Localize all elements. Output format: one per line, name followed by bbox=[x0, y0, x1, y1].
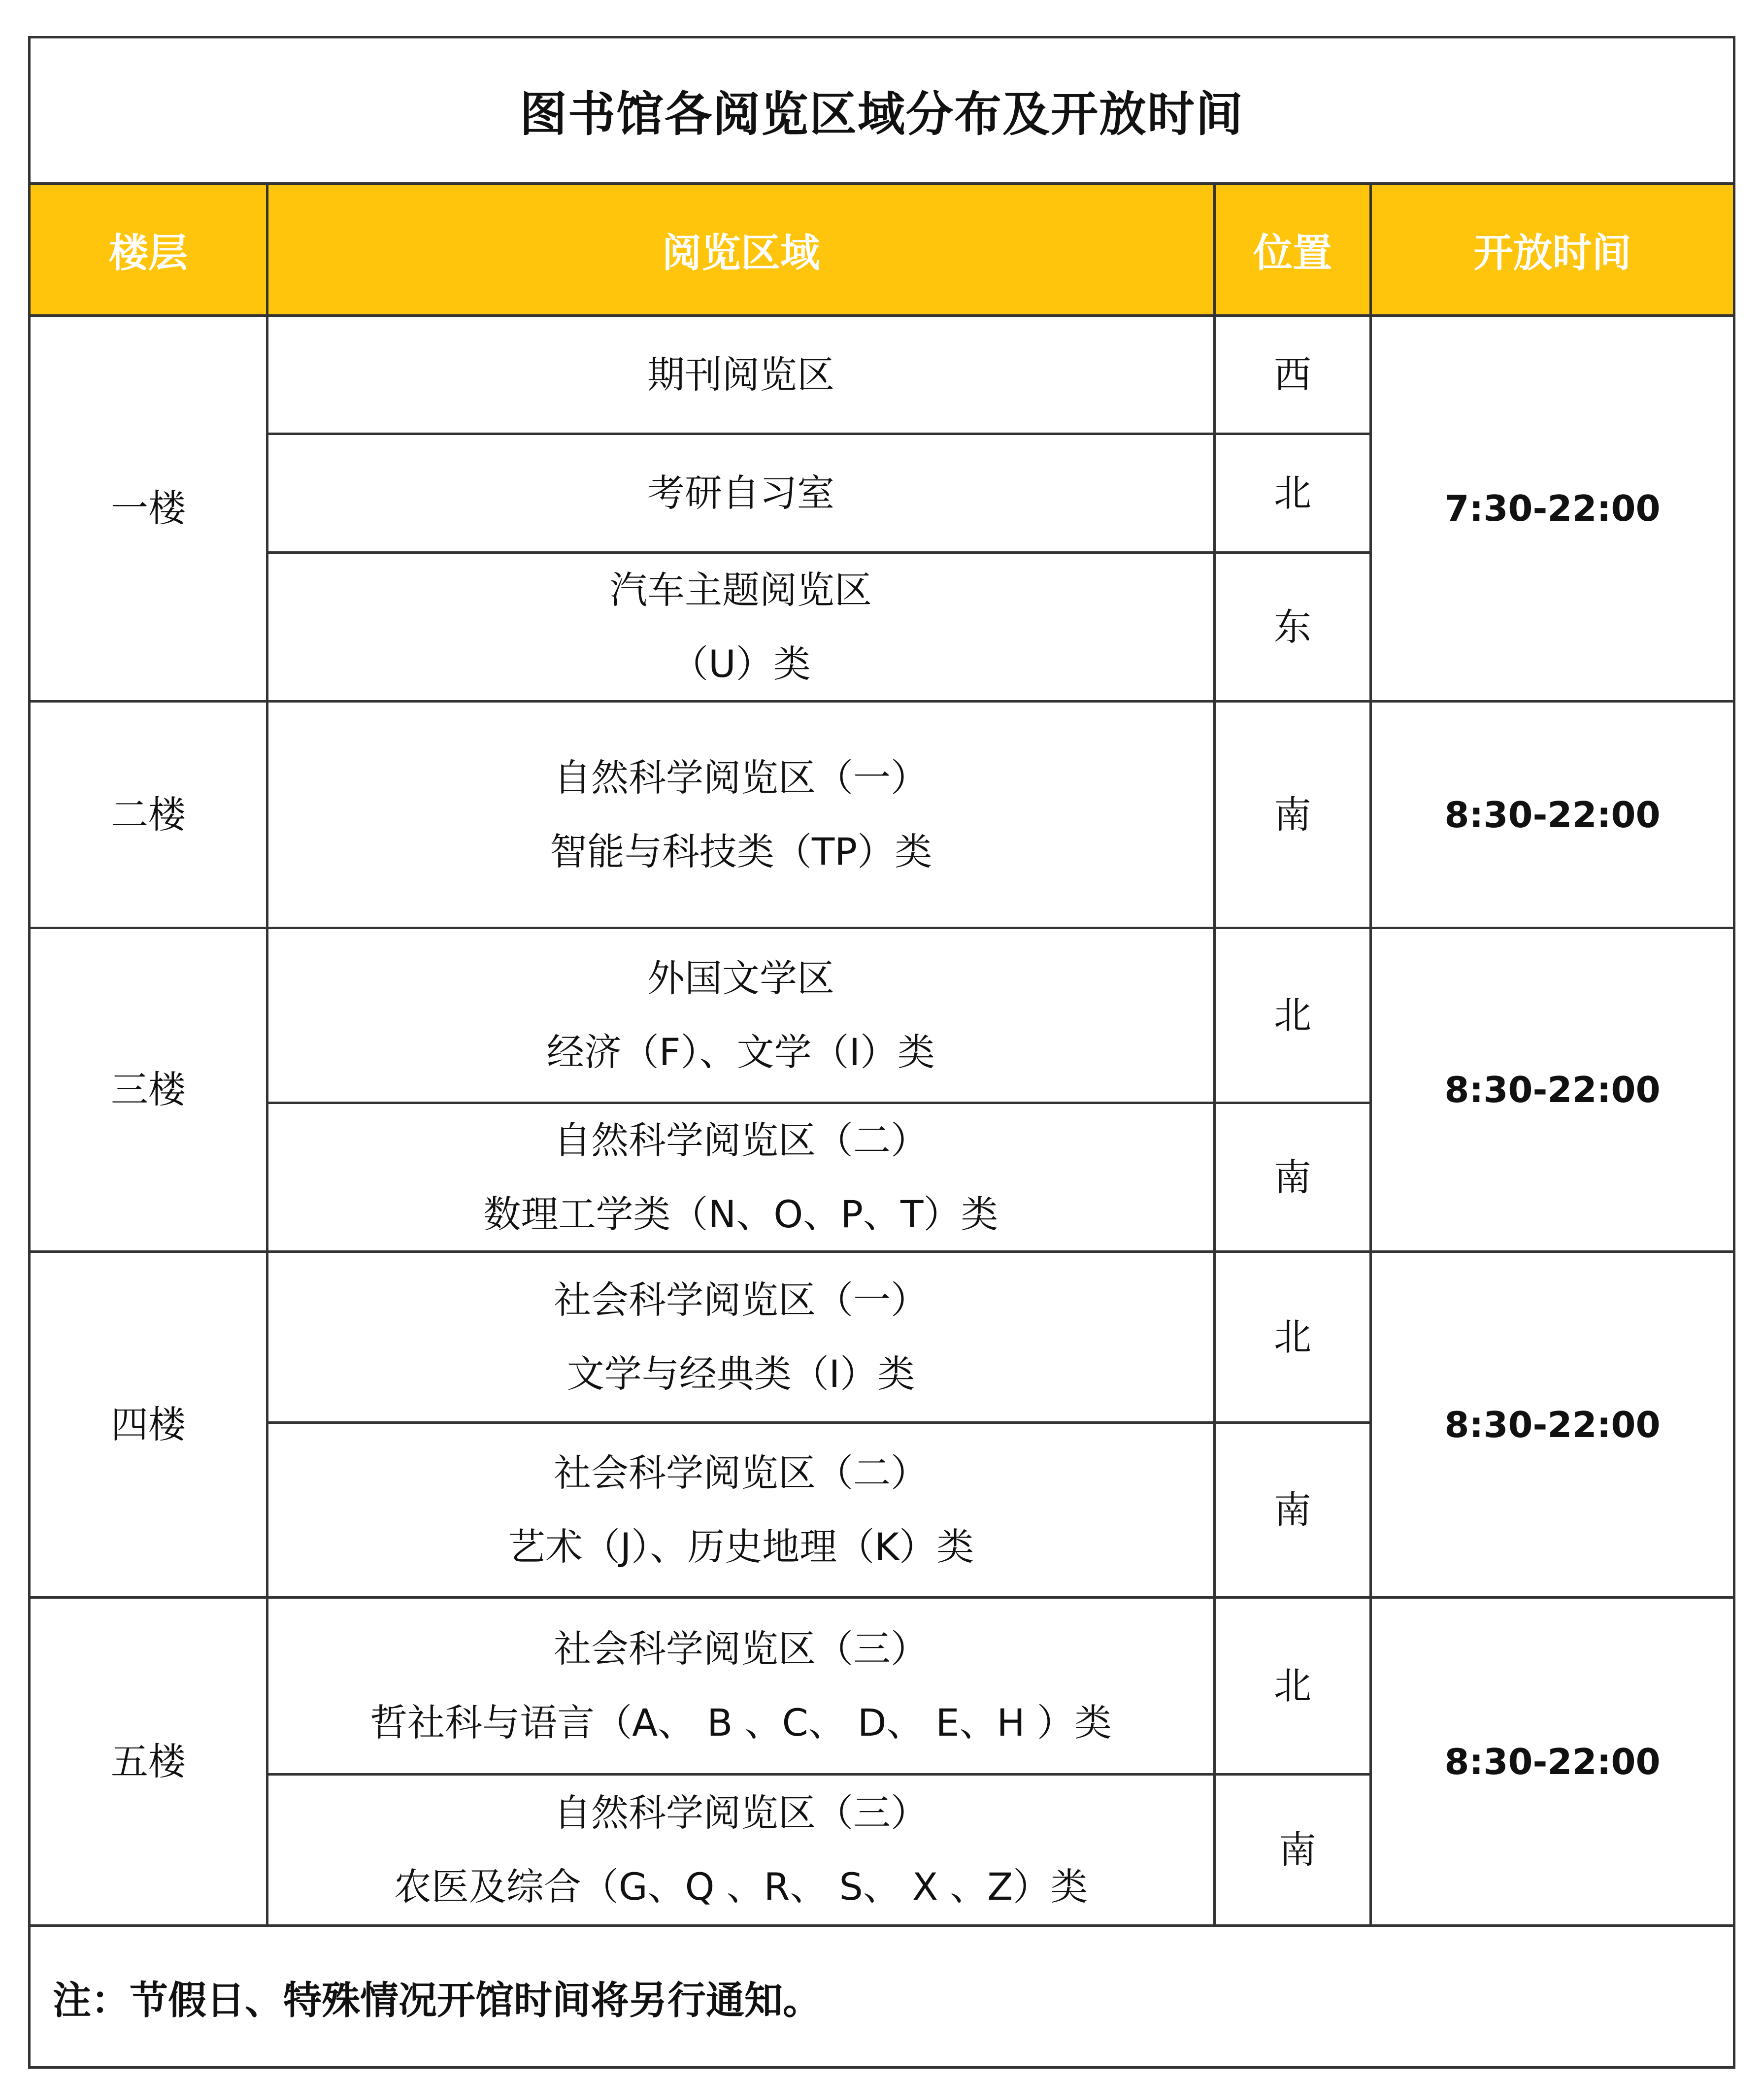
area-line: 社会科学阅览区（一） bbox=[554, 1278, 928, 1322]
area-cell bbox=[268, 1253, 1213, 1421]
rule bbox=[31, 1250, 1733, 1253]
position-cell: 南 bbox=[1274, 792, 1311, 837]
position-cell: 南 bbox=[1274, 1155, 1311, 1199]
rule bbox=[31, 1596, 1733, 1599]
area-cell bbox=[268, 929, 1213, 1102]
area-line: 社会科学阅览区（二） bbox=[554, 1451, 928, 1495]
table-title: 图书馆各阅览区域分布及开放时间 bbox=[520, 86, 1244, 142]
header-floor: 楼层 bbox=[109, 230, 188, 276]
floor-cell: 一楼 bbox=[111, 486, 186, 530]
hours-cell: 8:30-22:00 bbox=[1444, 1069, 1661, 1110]
area-line: 外国文学区 bbox=[647, 956, 834, 1000]
position-cell: 北 bbox=[1274, 1315, 1311, 1359]
floor-cell: 五楼 bbox=[111, 1739, 186, 1783]
area-cell bbox=[268, 703, 1213, 927]
area-cell bbox=[268, 1424, 1213, 1596]
area-line: 智能与科技类（TP）类 bbox=[549, 829, 932, 873]
area-line: 数理工学类（N、O、P、T）类 bbox=[483, 1192, 998, 1236]
area-line: （U）类 bbox=[671, 641, 811, 686]
area-cell bbox=[268, 1599, 1213, 1773]
rule bbox=[266, 1773, 1372, 1776]
area-line: 自然科学阅览区（二） bbox=[554, 1118, 928, 1162]
area-line: 自然科学阅览区（三） bbox=[554, 1791, 928, 1835]
hours-cell: 8:30-22:00 bbox=[1444, 1404, 1661, 1445]
rule bbox=[31, 700, 1733, 703]
rule bbox=[266, 1102, 1372, 1104]
floor-cell: 三楼 bbox=[111, 1068, 186, 1111]
rule bbox=[31, 182, 1733, 185]
floor-cell: 二楼 bbox=[111, 792, 186, 837]
footnote: 注：节假日、特殊情况开馆时间将另行通知。 bbox=[53, 1979, 822, 2023]
header-area: 阅览区域 bbox=[662, 230, 820, 276]
rule bbox=[31, 927, 1733, 929]
area-cell bbox=[268, 1776, 1213, 1924]
floor-cell: 四楼 bbox=[111, 1402, 186, 1446]
area-line: 文学与经典类（I）类 bbox=[566, 1352, 915, 1396]
area-cell bbox=[268, 554, 1213, 700]
area-line: 汽车主题阅览区 bbox=[610, 568, 872, 612]
area-line: 期刊阅览区 bbox=[647, 352, 834, 397]
rule bbox=[266, 551, 1372, 554]
area-cell bbox=[268, 317, 1213, 433]
rule bbox=[266, 1421, 1372, 1424]
header-position: 位置 bbox=[1253, 230, 1332, 276]
area-cell bbox=[268, 1104, 1213, 1250]
rule bbox=[266, 433, 1372, 435]
position-cell: 北 bbox=[1274, 993, 1311, 1037]
hours-cell: 8:30-22:00 bbox=[1444, 794, 1661, 836]
rule bbox=[1369, 185, 1372, 1924]
position-cell: 南 bbox=[1274, 1488, 1311, 1532]
rule bbox=[31, 1924, 1733, 1927]
position-cell: 西 bbox=[1274, 352, 1311, 397]
header-hours: 开放时间 bbox=[1473, 230, 1631, 276]
hours-cell: 7:30-22:00 bbox=[1444, 488, 1661, 529]
area-line: 哲社科与语言（A、 B 、C、 D、 E、H ）类 bbox=[370, 1701, 1112, 1745]
area-cell bbox=[268, 435, 1213, 551]
hours-cell: 8:30-22:00 bbox=[1444, 1741, 1661, 1782]
position-cell: 北 bbox=[1274, 1664, 1311, 1708]
rule bbox=[1213, 185, 1216, 1924]
rule bbox=[31, 314, 1733, 317]
area-line: 考研自习室 bbox=[647, 471, 834, 515]
position-cell: 东 bbox=[1274, 604, 1311, 649]
position-cell: 南 bbox=[1279, 1828, 1316, 1872]
area-line: 经济（F）、文学（I）类 bbox=[546, 1030, 935, 1074]
area-line: 农医及综合（G、Q 、R、 S、 X 、Z）类 bbox=[394, 1865, 1088, 1909]
area-line: 艺术（J）、历史地理（K）类 bbox=[507, 1525, 974, 1569]
area-line: 自然科学阅览区（一） bbox=[554, 755, 928, 800]
position-cell: 北 bbox=[1274, 471, 1311, 515]
area-line: 社会科学阅览区（三） bbox=[554, 1627, 928, 1671]
schedule-table bbox=[28, 36, 1735, 2069]
rule bbox=[266, 185, 268, 1924]
